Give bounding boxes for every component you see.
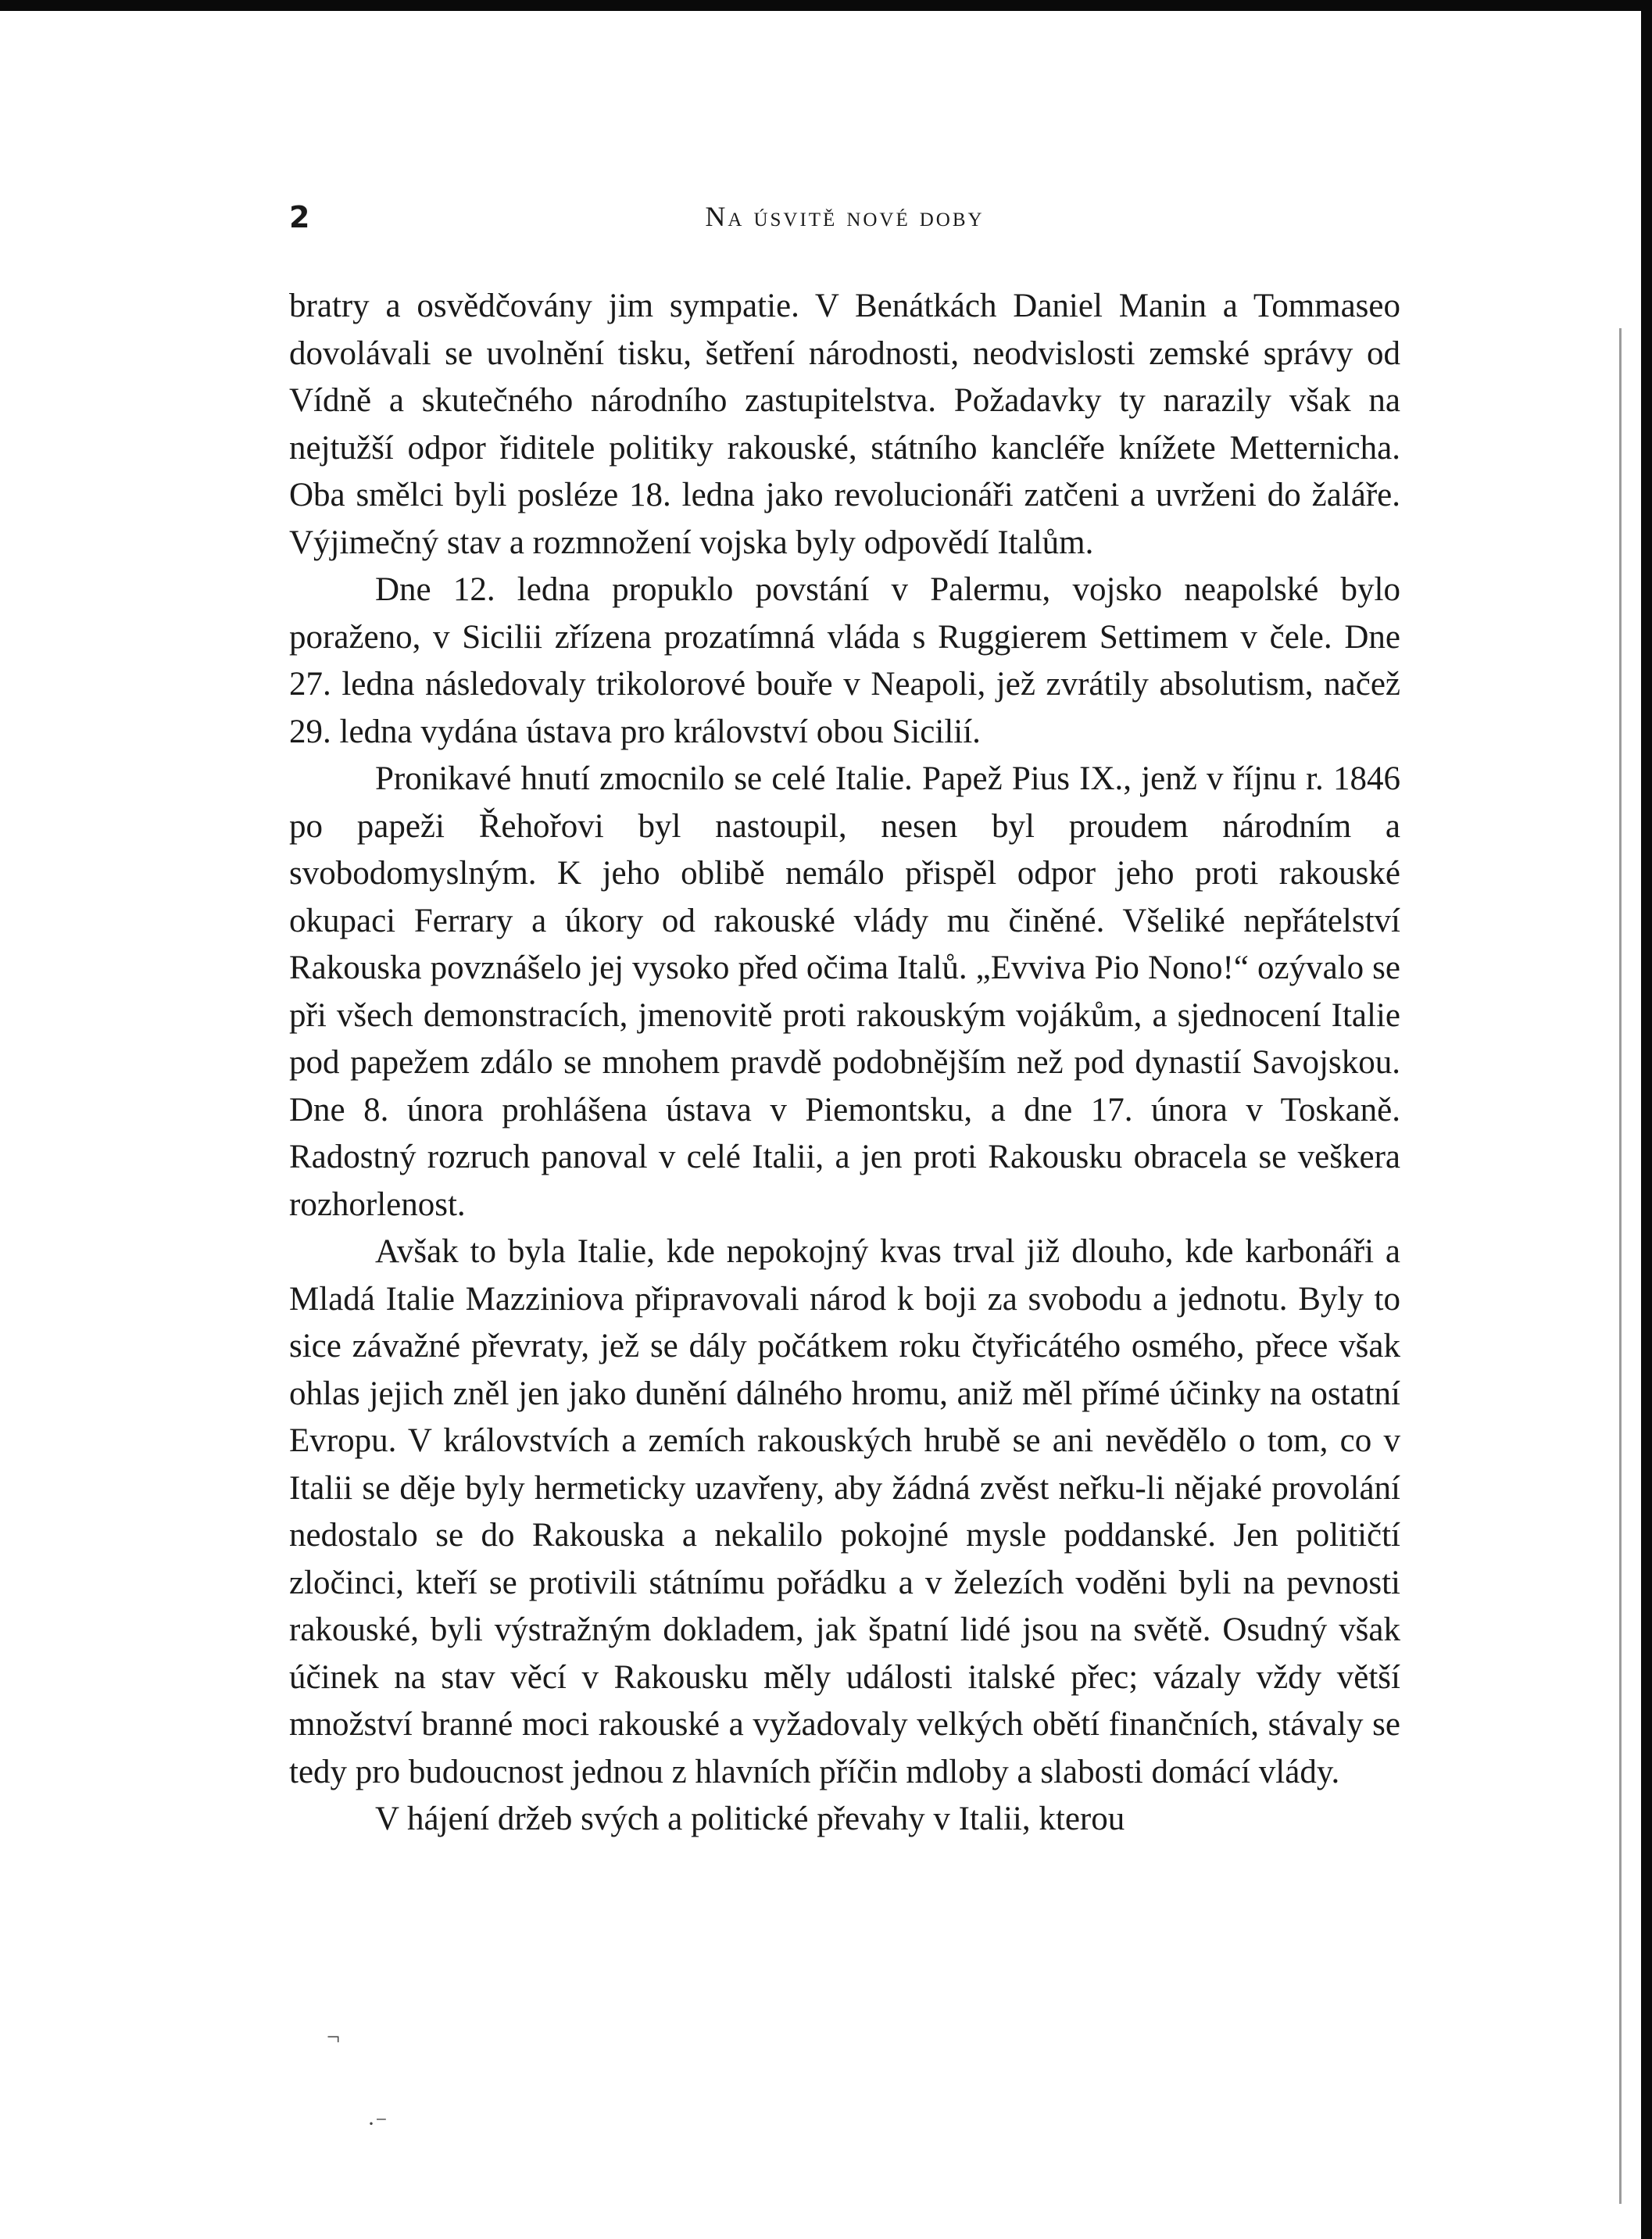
page-header xyxy=(289,200,1400,239)
body-text xyxy=(289,283,1400,1844)
scan-top-border xyxy=(0,0,1652,11)
paragraph-1: bratry a osvědčovány jim sympatie. V Benátkách Daniel Manin a Tommaseo dovolávali se uvolnění tisku, šetření národnosti, neodvislosti zemské správy od Vídně a skutečného národního zastupitelstva. Požadavky ty narazily však na nejtužší odpor řiditele politiky rakouské, státního kancléře knížete Metternicha. Oba smělci byli posléze 18. ledna jako revolucionáři zatčeni a uvrženi do žaláře. Výjimečný stav a rozmnožení vojska byly odpovědí Italům. xyxy=(289,288,1400,561)
paragraph-4: Avšak to byla Italie, kde nepokojný kvas trval již dlouho, kde karbonáři a Mladá Italie Mazziniova připravovali národ k boji za svobodu a jednotu. Byly to sice závažné převraty, jež se dály počátkem roku čtyřicátého osmého, přece však ohlas jejich zněl jen jako dunění dálného hromu, aniž měl přímé účinky na ostatní Evropu. V královstvích a zemích rakouských hrubě se ani nevědělo o tom, co v Italii se děje byly hermeticky uzavřeny, aby žádná zvěst neřku-li nějaké provolání nedostalo se do Rakouska a nekalilo pokojné mysle poddanské. Jen političtí zločinci, kteří se protivili státnímu pořádku a v železích voděni byli na pevnosti rakouské, byli výstražným dokladem, jak špatní lidé jsou na světě. Osudný však účinek na stav věcí v Rakousku měly události italské přec; vázaly vždy větší množství branné moci rakouské a vyžadovaly velkých obětí finančních, stávaly se tedy pro budoucnost jednou z hlavních příčin mdloby a slabosti domácí vlády. xyxy=(289,1233,1400,1790)
scan-right-border xyxy=(1641,0,1652,2239)
running-title: Na úsvitě nové doby xyxy=(705,201,985,232)
paragraph-2: Dne 12. ledna propuklo povstání v Palermu, vojsko neapolské bylo poraženo, v Sicilii zřízena prozatímná vláda s Ruggierem Settimem v čele. Dne 27. ledna následovaly trikolorové bouře v Neapoli, jež zvrátily absolutism, načež 29. ledna vydána ústava pro království obou Sicilií. xyxy=(289,571,1400,750)
scan-speck: ·⁻ xyxy=(367,2111,388,2137)
paragraph-5: V hájení držeb svých a politické převahy v Italii, kterou xyxy=(375,1801,1125,1837)
paragraph-3: Pronikavé hnutí zmocnilo se celé Italie. Papež Pius IX., jenž v říjnu r. 1846 po papeži Řehořovi byl nastoupil, nesen byl proudem národním a svobodomyslným. K jeho oblibě nemálo přispěl odpor jeho proti rakouské okupaci Ferrary a úkory od rakouské vlády mu činěné. Všeliké nepřátelství Rakouska povznášelo jej vysoko před očima Italů. „Evviva Pio Nono!“ ozývalo se při všech demonstracích, jmenovitě proti rakouským vojákům, a sjednocení Italie pod papežem zdálo se mnohem pravdě podobnějším než pod dynastií Savojskou. Dne 8. února prohlášena ústava v Piemontsku, a dne 17. února v Toskaně. Radostný rozruch panoval v celé Italii, a jen proti Rakousku obracela se veškera rozhorlenost. xyxy=(289,760,1400,1223)
page-number: 2 xyxy=(289,200,310,234)
page-edge-shadow xyxy=(1619,328,1622,2204)
scan-speck: ¬ xyxy=(327,2024,340,2050)
